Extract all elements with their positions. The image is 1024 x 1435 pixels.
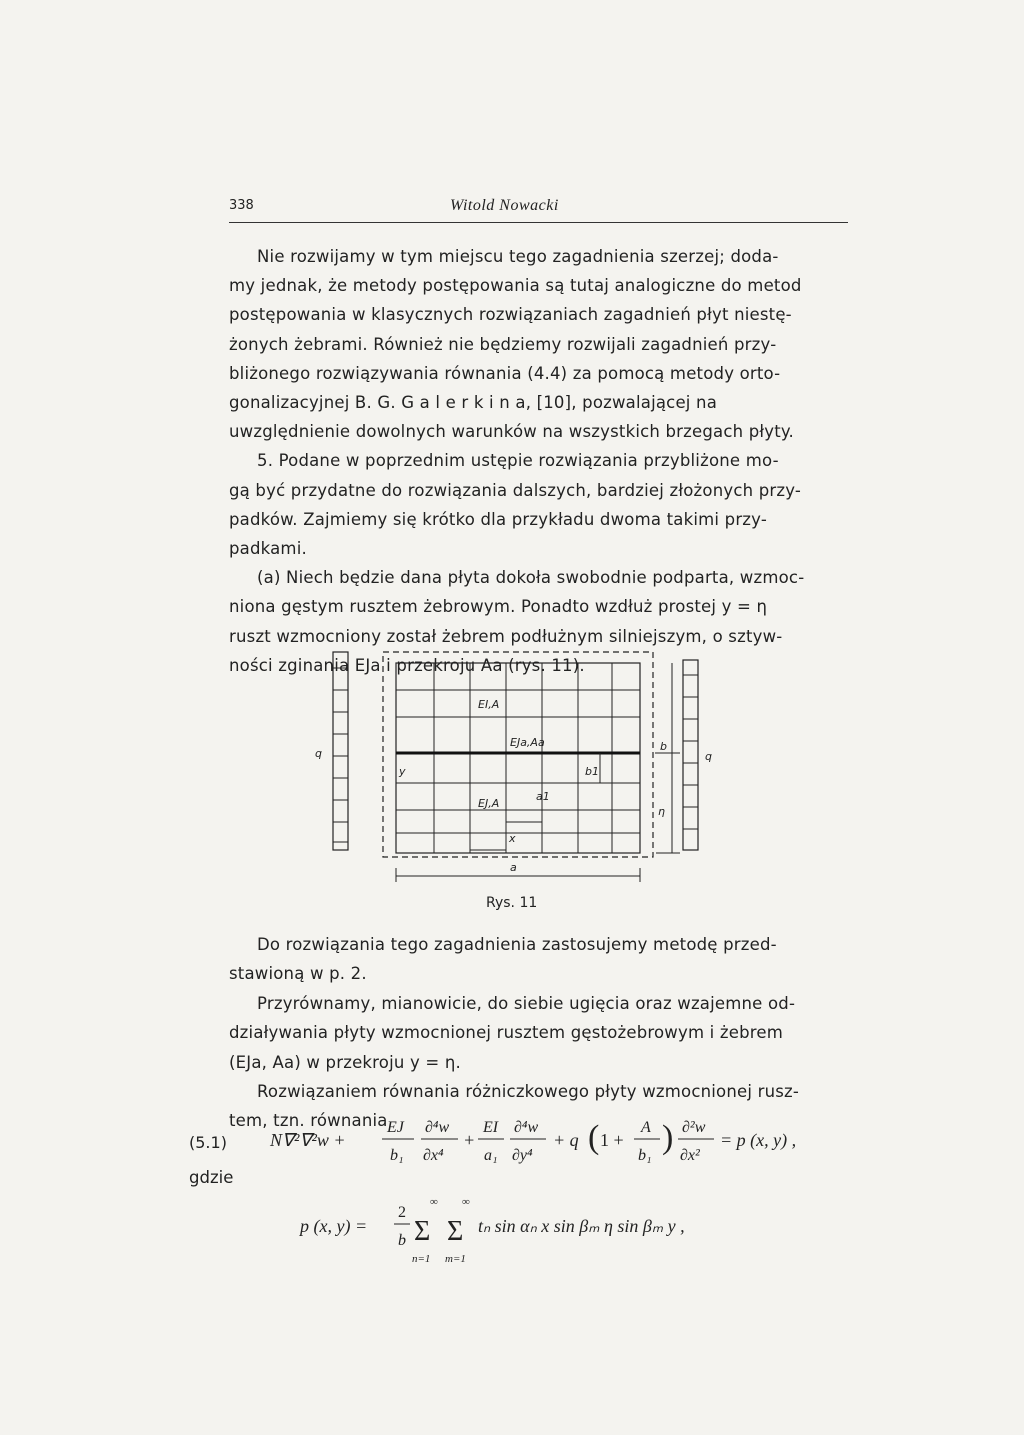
label-ej-a: EJ,A bbox=[478, 797, 500, 810]
text-line: Nie rozwijamy w tym miejscu tego zagadnienia szerzej; doda- bbox=[257, 247, 779, 266]
svg-text:b: b bbox=[398, 1232, 406, 1249]
label-y: y bbox=[399, 765, 406, 778]
text-line: padków. Zajmiemy się krótko dla przykładu dwoma takimi przy- bbox=[229, 509, 767, 529]
text-line: my jednak, że metody postępowania są tutaj analogiczne do metod bbox=[229, 276, 802, 296]
svg-text:a₁: a₁ bbox=[484, 1147, 498, 1164]
page-number: 338 bbox=[229, 198, 254, 213]
figure-caption: Rys. 11 bbox=[486, 895, 538, 911]
text-line: 5. Podane w poprzednim ustępie rozwiązania przybliżone mo- bbox=[257, 451, 779, 471]
svg-text:b₁: b₁ bbox=[390, 1147, 404, 1164]
svg-text:p (x, y) =: p (x, y) = bbox=[300, 1216, 368, 1236]
running-header-author: Witold Nowacki bbox=[450, 197, 559, 214]
text-line: (a) Niech będzie dana płyta dokoła swobodnie podparta, wzmoc- bbox=[257, 568, 805, 588]
svg-text:): ) bbox=[662, 1119, 674, 1156]
text-line: działywania płyty wzmocnionej rusztem gęstożebrowym i żebrem bbox=[229, 1023, 784, 1043]
svg-text:EI: EI bbox=[483, 1119, 499, 1136]
text-line: Przyrównamy, mianowicie, do siebie ugięcia oraz wzajemne od- bbox=[257, 993, 796, 1013]
text-line: żonych żebrami. Również nie będziemy rozwijali zagadnień przy- bbox=[229, 334, 777, 354]
svg-text:+ q: + q bbox=[553, 1130, 579, 1150]
svg-text:∂⁴w: ∂⁴w bbox=[425, 1119, 450, 1136]
text-line: stawioną w p. 2. bbox=[229, 964, 367, 984]
gdzie-word: gdzie bbox=[189, 1168, 234, 1187]
label-a1: a1 bbox=[536, 790, 550, 803]
label-ei-a: EI,A bbox=[478, 698, 500, 711]
label-a: a bbox=[510, 861, 517, 874]
label-eta: η bbox=[658, 805, 665, 818]
label-q-left: q bbox=[315, 747, 322, 760]
svg-text:1 +: 1 + bbox=[600, 1130, 624, 1150]
svg-text:b₁: b₁ bbox=[638, 1147, 652, 1164]
text-line: tem, tzn. równania bbox=[229, 1111, 388, 1131]
svg-text:∂x²: ∂x² bbox=[680, 1147, 700, 1164]
text-line: niona gęstym rusztem żebrowym. Ponadto wzdłuż prostej y = η bbox=[229, 597, 768, 617]
text-line: uwzględnienie dowolnych warunków na wszystkich brzegach płyty. bbox=[229, 422, 794, 442]
equation-label: (5.1) bbox=[189, 1133, 227, 1152]
label-b1: b1 bbox=[585, 765, 599, 778]
svg-text:(: ( bbox=[588, 1119, 600, 1156]
svg-text:∂²w: ∂²w bbox=[682, 1119, 706, 1136]
label-x: x bbox=[509, 832, 516, 845]
svg-text:∂⁴w: ∂⁴w bbox=[514, 1119, 539, 1136]
svg-text:= p (x, y) ,: = p (x, y) , bbox=[720, 1130, 797, 1150]
svg-text:∞: ∞ bbox=[430, 1196, 438, 1208]
svg-text:2: 2 bbox=[398, 1204, 406, 1221]
svg-text:m=1: m=1 bbox=[445, 1253, 466, 1265]
svg-text:n=1: n=1 bbox=[412, 1253, 431, 1265]
text-line: bliżonego rozwiązywania równania (4.4) za pomocą metody orto- bbox=[229, 363, 781, 383]
svg-text:Σ: Σ bbox=[447, 1216, 464, 1247]
svg-text:+: + bbox=[463, 1130, 476, 1150]
svg-text:∂x⁴: ∂x⁴ bbox=[423, 1147, 444, 1164]
text-line: padkami. bbox=[229, 539, 307, 558]
svg-text:Σ: Σ bbox=[414, 1216, 431, 1247]
svg-text:∞: ∞ bbox=[462, 1196, 470, 1208]
text-line: postępowania w klasycznych rozwiązaniach zagadnień płyt niestę- bbox=[229, 305, 792, 325]
svg-text:∂y⁴: ∂y⁴ bbox=[512, 1147, 533, 1164]
svg-text:tₙ sin αₙ x sin βₘ η sin βₘ y: tₙ sin αₙ x sin βₘ η sin βₘ y , bbox=[478, 1216, 685, 1236]
label-b: b bbox=[660, 740, 667, 753]
svg-text:N∇²∇²w +: N∇²∇²w + bbox=[270, 1130, 346, 1150]
text-line: Rozwiązaniem równania różniczkowego płyty wzmocnionej rusz- bbox=[257, 1082, 800, 1101]
svg-text:A: A bbox=[641, 1119, 651, 1136]
text-line: gą być przydatne do rozwiązania dalszych, bardziej złożonych przy- bbox=[229, 480, 802, 500]
text-line: ności zginania EJa i przekroju Aa (rys. 11). bbox=[229, 655, 585, 675]
text-line: ruszt wzmocniony został żebrem podłużnym silniejszym, o sztyw- bbox=[229, 626, 783, 646]
svg-text:EJ: EJ bbox=[387, 1119, 404, 1136]
text-line: (EJa, Aa) w przekroju y = η. bbox=[229, 1052, 461, 1072]
label-q-right: q bbox=[705, 750, 712, 763]
text-line: Do rozwiązania tego zagadnienia zastosujemy metodę przed- bbox=[257, 935, 777, 954]
text-line: gonalizacyjnej B. G. G a l e r k i n a, [10], pozwalającej na bbox=[229, 393, 718, 412]
label-eja-aa: EJa,Aa bbox=[510, 736, 545, 749]
